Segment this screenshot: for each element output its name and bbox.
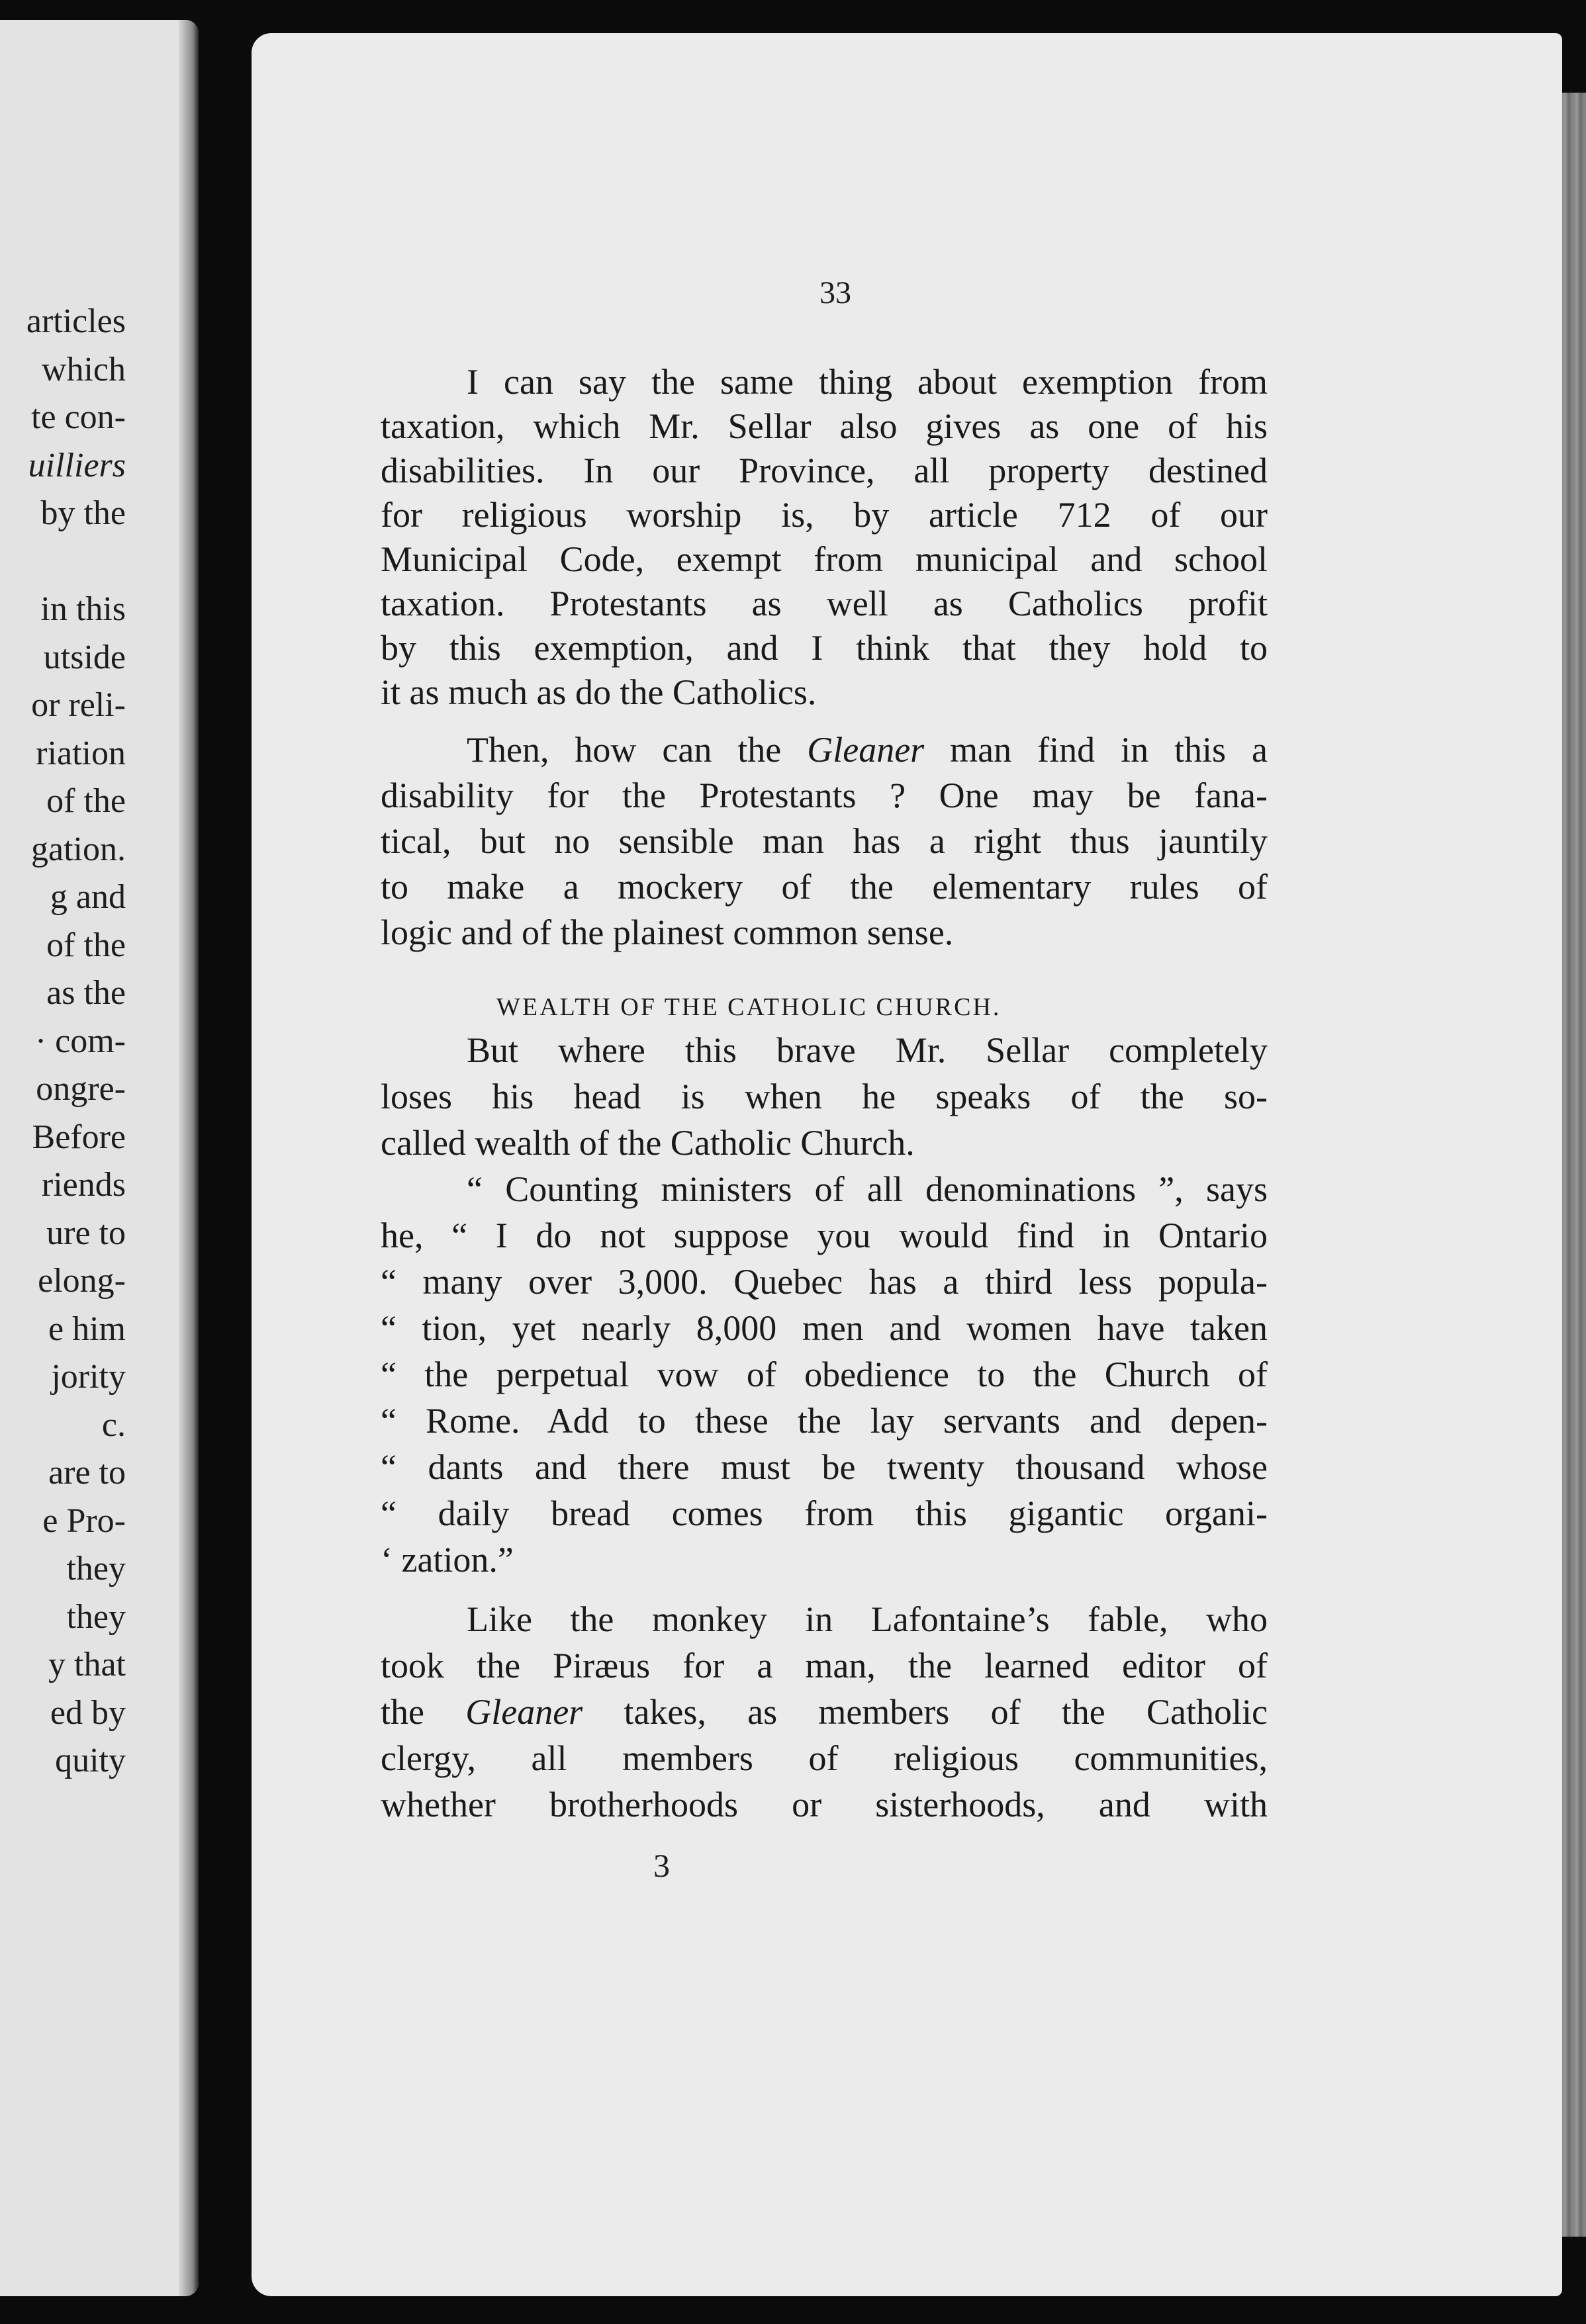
text-line: by this exemption, and I think that they hold to bbox=[381, 628, 1268, 668]
previous-page-line: jority bbox=[51, 1358, 126, 1396]
text-line: took the Piræus for a man, the learned editor of bbox=[381, 1646, 1268, 1685]
text-line: disabilities. In our Province, all property destined bbox=[381, 451, 1268, 490]
text-line: he, “ I do not suppose you would find in Ontario bbox=[381, 1216, 1268, 1255]
text-line: But where this brave Mr. Sellar completely bbox=[467, 1030, 1268, 1070]
previous-page-line: · com- bbox=[34, 1022, 126, 1060]
text-line: “ many over 3,000. Quebec has a third less popula- bbox=[381, 1262, 1268, 1302]
previous-page-line: quity bbox=[55, 1742, 126, 1779]
previous-page bbox=[0, 20, 199, 2296]
previous-page-line: utside bbox=[43, 638, 126, 676]
previous-page-line: uilliers bbox=[28, 446, 126, 484]
text-line: ‘ zation.” bbox=[381, 1540, 514, 1580]
text-line: disability for the Protestants ? One may be fana- bbox=[381, 776, 1268, 815]
text-line: “ Counting ministers of all denominations ”, says bbox=[467, 1169, 1268, 1209]
text-segment: takes, as members of the Catholic bbox=[583, 1692, 1268, 1732]
previous-page-line: are to bbox=[48, 1454, 126, 1492]
previous-page-line: as the bbox=[46, 974, 126, 1012]
previous-page-line: elong- bbox=[38, 1262, 126, 1300]
book-gutter bbox=[179, 20, 199, 2296]
previous-page-line: riation bbox=[36, 734, 126, 772]
text-line bbox=[381, 1694, 1268, 1730]
text-segment: the bbox=[381, 1692, 466, 1732]
previous-page-line: by the bbox=[40, 494, 126, 532]
page-number: 33 bbox=[819, 275, 851, 310]
previous-page-line: they bbox=[66, 1550, 126, 1587]
text-line: taxation, which Mr. Sellar also gives as one of his bbox=[381, 406, 1268, 446]
text-line: taxation. Protestants as well as Catholics profit bbox=[381, 584, 1268, 623]
previous-page-line: c. bbox=[101, 1406, 126, 1444]
previous-page-line: ure to bbox=[46, 1214, 126, 1252]
previous-page-line: y that bbox=[48, 1646, 126, 1683]
section-heading: WEALTH OF THE CATHOLIC CHURCH. bbox=[496, 993, 1002, 1021]
previous-page-line: riends bbox=[41, 1166, 126, 1204]
previous-page-line: gation. bbox=[31, 830, 126, 868]
italic-title: Gleaner bbox=[465, 1692, 583, 1732]
text-line: Like the monkey in Lafontaine’s fable, who bbox=[467, 1599, 1268, 1639]
italic-title: Gleaner bbox=[807, 730, 925, 770]
text-line: called wealth of the Catholic Church. bbox=[381, 1123, 915, 1163]
text-line: I can say the same thing about exemption from bbox=[467, 362, 1268, 402]
text-line: whether brotherhoods or sisterhoods, and with bbox=[381, 1785, 1268, 1824]
text-line: for religious worship is, by article 712 of our bbox=[381, 495, 1268, 535]
previous-page-line: they bbox=[66, 1597, 126, 1636]
previous-page-line: g and bbox=[50, 878, 126, 916]
text-line: loses his head is when he speaks of the so- bbox=[381, 1077, 1268, 1116]
text-line: “ the perpetual vow of obedience to the Church of bbox=[381, 1355, 1268, 1394]
previous-page-line: e him bbox=[48, 1310, 126, 1348]
previous-page-line: which bbox=[41, 350, 126, 388]
text-segment: Then, how can the bbox=[467, 730, 808, 770]
text-line bbox=[381, 732, 1268, 768]
text-line: “ daily bread comes from this gigantic organi- bbox=[381, 1494, 1268, 1533]
previous-page-line: ongre- bbox=[36, 1070, 126, 1108]
previous-page-line: te con- bbox=[31, 398, 126, 436]
previous-page-line: articles bbox=[26, 302, 126, 340]
text-line: clergy, all members of religious communities, bbox=[381, 1738, 1268, 1778]
text-line: “ tion, yet nearly 8,000 men and women have taken bbox=[381, 1308, 1268, 1348]
text-segment: man find in this a bbox=[924, 730, 1268, 770]
previous-page-line: of the bbox=[46, 926, 126, 964]
text-line: “ Rome. Add to these the lay servants and depen- bbox=[381, 1401, 1268, 1441]
text-line: to make a mockery of the elementary rules of bbox=[381, 867, 1268, 907]
previous-page-line: ed by bbox=[50, 1693, 126, 1732]
text-line: “ dants and there must be twenty thousand whose bbox=[381, 1447, 1268, 1487]
previous-page-line: or reli- bbox=[31, 686, 126, 724]
text-line: Municipal Code, exempt from municipal and school bbox=[381, 539, 1268, 579]
text-line: logic and of the plainest common sense. bbox=[381, 913, 954, 952]
signature-mark: 3 bbox=[653, 1847, 670, 1884]
previous-page-line: in this bbox=[40, 590, 126, 628]
text-line: tical, but no sensible man has a right thus jauntily bbox=[381, 821, 1268, 861]
text-line: it as much as do the Catholics. bbox=[381, 672, 817, 712]
previous-page-line: of the bbox=[46, 782, 126, 820]
previous-page-line: Before bbox=[32, 1118, 126, 1156]
previous-page-line: e Pro- bbox=[42, 1501, 126, 1540]
